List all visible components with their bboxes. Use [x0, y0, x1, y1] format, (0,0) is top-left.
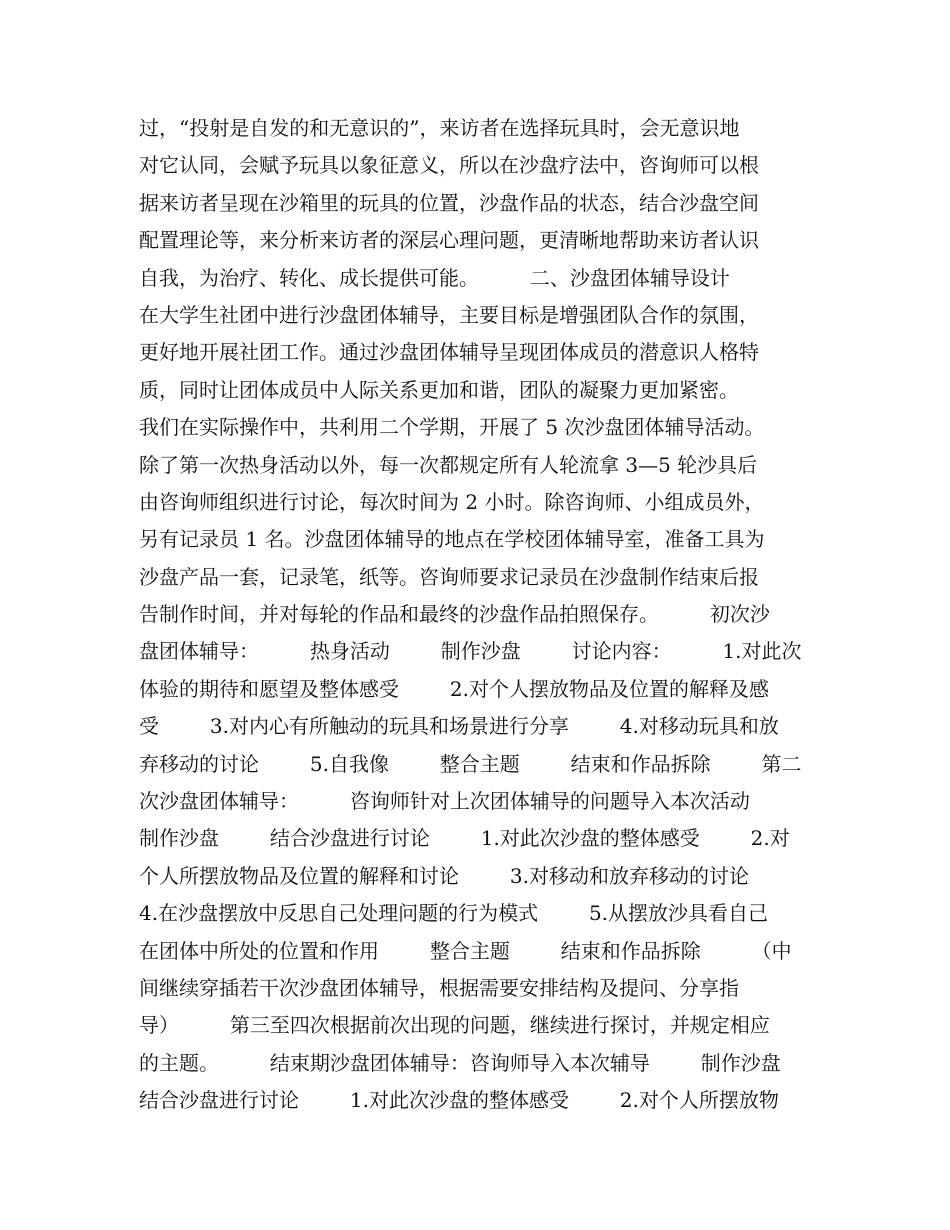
text-line: 导） 第三至四次根据前次出现的问题，继续进行探讨，并规定相应: [139, 1013, 770, 1038]
text-line: 另有记录员 1 名。沙盘团体辅导的地点在学校团体辅导室，准备工具为: [139, 527, 765, 552]
text-line: 体验的期待和愿望及整体感受 2.对个人摆放物品及位置的解释及感: [139, 676, 769, 701]
text-line: 的主题。 结束期沙盘团体辅导：咨询师导入本次辅导 制作沙盘: [139, 1050, 781, 1075]
text-line: 配置理论等，来分析来访者的深层心理问题，更清晰地帮助来访者认识: [139, 228, 759, 253]
text-line: 除了第一次热身活动以外，每一次都规定所有人轮流拿 3—5 轮沙具后: [139, 452, 758, 477]
text-line: 制作沙盘 结合沙盘进行讨论 1.对此次沙盘的整体感受 2.对: [139, 826, 790, 851]
text-line: 在团体中所处的位置和作用 整合主题 结束和作品拆除 （中: [139, 938, 792, 963]
text-line: 次沙盘团体辅导： 咨询师针对上次团体辅导的问题导入本次活动: [139, 789, 750, 814]
text-line: 沙盘产品一套，记录笔，纸等。咨询师要求记录员在沙盘制作结束后报: [139, 564, 759, 589]
text-line: 自我，为治疗、转化、成长提供可能。 二、沙盘团体辅导设计: [139, 265, 730, 290]
text-line: 质，同时让团体成员中人际关系更加和谐，团队的凝聚力更加紧密。: [139, 377, 739, 402]
text-line: 对它认同，会赋予玩具以象征意义，所以在沙盘疗法中，咨询师可以根: [139, 153, 759, 178]
text-line: 弃移动的讨论 5.自我像 整合主题 结束和作品拆除 第二: [139, 751, 802, 776]
text-line: 更好地开展社团工作。通过沙盘团体辅导呈现团体成员的潜意识人格特: [139, 340, 759, 365]
text-line: 我们在实际操作中，共利用二个学期，开展了 5 次沙盘团体辅导活动。: [139, 415, 765, 440]
text-line: 结合沙盘进行讨论 1.对此次沙盘的整体感受 2.对个人所摆放物: [139, 1088, 779, 1113]
text-line: 受 3.对内心有所触动的玩具和场景进行分享 4.对移动玩具和放: [139, 714, 779, 739]
text-line: 4.在沙盘摆放中反思自己处理问题的行为模式 5.从摆放沙具看自己: [139, 901, 769, 926]
text-line: 据来访者呈现在沙箱里的玩具的位置，沙盘作品的状态，结合沙盘空间: [139, 190, 759, 215]
text-line: 在大学生社团中进行沙盘团体辅导，主要目标是增强团队合作的氛围，: [139, 302, 759, 327]
text-line: 间继续穿插若干次沙盘团体辅导，根据需要安排结构及提问、分享指: [139, 975, 739, 1000]
text-line: 盘团体辅导： 热身活动 制作沙盘 讨论内容： 1.对此次: [139, 639, 802, 664]
text-line: 过，“投射是自发的和无意识的”，来访者在选择玩具时，会无意识地: [139, 116, 740, 140]
text-line: 由咨询师组织进行讨论，每次时间为 2 小时。除咨询师、小组成员外，: [139, 489, 765, 514]
body-text: [139, 110, 819, 1120]
text-line: 告制作时间，并对每轮的作品和最终的沙盘作品拍照保存。 初次沙: [139, 602, 770, 627]
text-line: 个人所摆放物品及位置的解释和讨论 3.对移动和放弃移动的讨论: [139, 863, 749, 888]
